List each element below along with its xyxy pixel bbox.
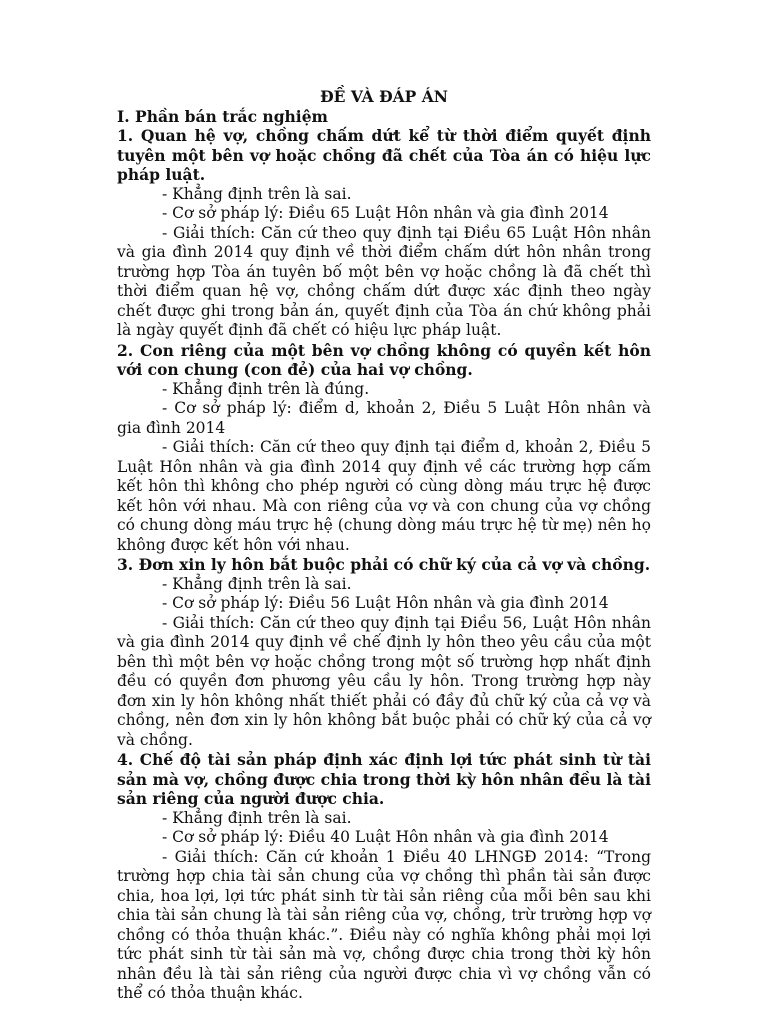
document-page	[117, 87, 651, 1004]
legal-basis-4: - Cơ sở pháp lý: Điều 40 Luật Hôn nhân và gia đình 2014	[162, 828, 609, 846]
verdict-4: - Khẳng định trên là sai.	[162, 808, 352, 827]
question-2: 2. Con riêng của một bên vợ chồng không có quyền kết hôn với con chung (con đẻ) của hai vợ chồng.	[117, 340, 651, 379]
question-block-1	[117, 126, 651, 341]
question-3: 3. Đơn xin ly hôn bắt buộc phải có chữ ký của cả vợ và chồng.	[117, 555, 651, 574]
verdict-2: - Khẳng định trên là đúng.	[162, 379, 370, 398]
section-heading: I. Phần bán trắc nghiệm	[117, 106, 328, 126]
verdict-3: - Khẳng định trên là sai.	[162, 574, 352, 593]
legal-basis-3: - Cơ sở pháp lý: Điều 56 Luật Hôn nhân và gia đình 2014	[162, 594, 609, 612]
document-title: ĐỀ VÀ ĐÁP ÁN	[320, 87, 448, 106]
explanation-2: - Giải thích: Căn cứ theo quy định tại điểm d, khoản 2, Điều 5 Luật Hôn nhân và gia đình 2014 quy định về các trường hợp cấm kết hôn thì không cho phép người có cùng dòng máu trực hệ được kết hôn với nhau. Mà con riêng của vợ và con chung của vợ chồng có chung dòng máu trực hệ (chung dòng máu trực hệ từ mẹ) nên họ không được kết hôn với nhau.	[117, 438, 651, 554]
question-4: 4. Chế độ tài sản pháp định xác định lợi tức phát sinh từ tài sản mà vợ, chồng được chia trong thời kỳ hôn nhân đều là tài sản riêng của người được chia.	[117, 750, 651, 808]
legal-basis-2: - Cơ sở pháp lý: điểm d, khoản 2, Điều 5 Luật Hôn nhân và gia đình 2014	[117, 399, 651, 437]
question-block-2	[117, 341, 651, 556]
verdict-1: - Khẳng định trên là sai.	[162, 184, 352, 203]
question-1: 1. Quan hệ vợ, chồng chấm dứt kể từ thời điểm quyết định tuyên một bên vợ hoặc chồng đã chết của Tòa án có hiệu lực pháp luật.	[117, 126, 651, 184]
question-block-4	[117, 750, 651, 1004]
legal-basis-1: - Cơ sở pháp lý: Điều 65 Luật Hôn nhân và gia đình 2014	[162, 204, 609, 222]
question-block-3	[117, 555, 651, 750]
explanation-3: - Giải thích: Căn cứ theo quy định tại Điều 56, Luật Hôn nhân và gia đình 2014 quy định về chế định ly hôn theo yêu cầu của một bên thì một bên vợ hoặc chồng trong một số trường hợp nhất định đều có quyền đơn phương yêu cầu ly hôn. Trong trường hợp này đơn xin ly hôn không nhất thiết phải có đầy đủ chữ ký của cả vợ và chồng, nên đơn xin ly hôn không bắt buộc phải có chữ ký của cả vợ và chồng.	[117, 613, 651, 749]
explanation-1: - Giải thích: Căn cứ theo quy định tại Điều 65 Luật Hôn nhân và gia đình 2014 quy định về thời điểm chấm dứt hôn nhân trong trường hợp Tòa án tuyên bố một bên vợ hoặc chồng là đã chết thì thời điểm quan hệ vợ, chồng chấm dứt được xác định theo ngày chết được ghi trong bản án, quyết định của Tòa án chứ không phải là ngày quyết định đã chết có hiệu lực pháp luật.	[117, 223, 651, 339]
explanation-4: - Giải thích: Căn cứ khoản 1 Điều 40 LHNGĐ 2014: “Trong trường hợp chia tài sản chung của vợ chồng thì phần tài sản được chia, hoa lợi, lợi tức phát sinh từ tài sản riêng của mỗi bên sau khi chia tài sản chung là tài sản riêng của vợ, chồng, trừ trường hợp vợ chồng có thỏa thuận khác.”. Điều này có nghĩa không phải mọi lợi tức phát sinh từ tài sản mà vợ, chồng được chia trong thời kỳ hôn nhân đều là tài sản riêng của người được chia vì vợ chồng vẫn có thể có thỏa thuận khác.	[117, 847, 651, 1002]
